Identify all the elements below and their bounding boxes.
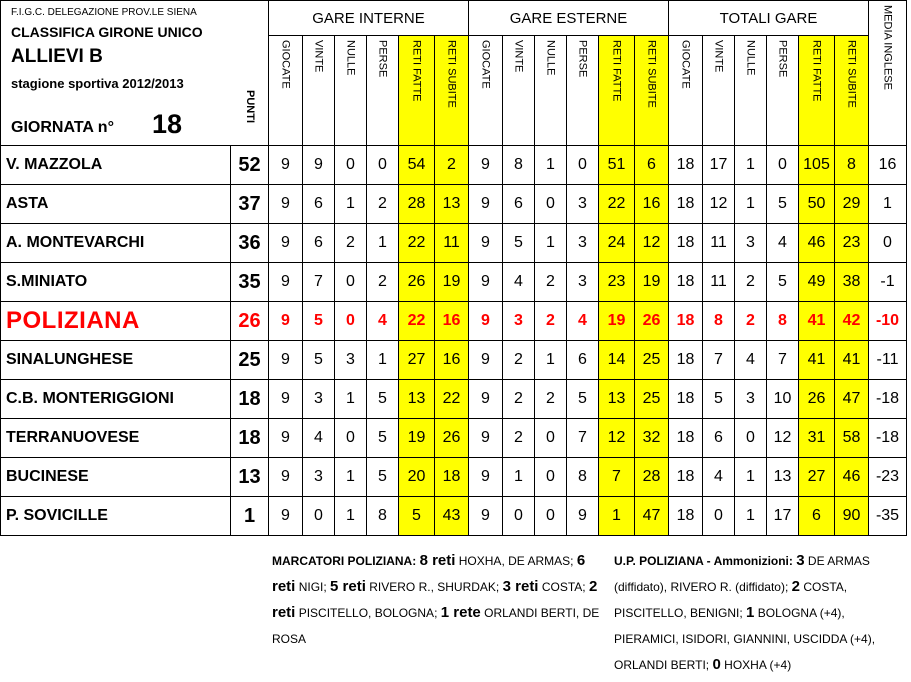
away-vinte: 8	[503, 146, 535, 185]
home-vinte: 9	[303, 146, 335, 185]
table-row	[1, 263, 907, 302]
col-total-vinte: VINTE	[703, 36, 735, 146]
away-giocate: 9	[469, 380, 503, 419]
total-vinte: 6	[703, 419, 735, 458]
home-reti-subite: 18	[435, 458, 469, 497]
team-points: 1	[231, 497, 269, 536]
away-perse: 3	[567, 224, 599, 263]
home-reti-subite: 16	[435, 302, 469, 341]
home-reti-fatte: 5	[399, 497, 435, 536]
away-giocate: 9	[469, 302, 503, 341]
total-perse: 17	[767, 497, 799, 536]
marcatori-goals: 5 reti	[330, 578, 366, 595]
away-reti-subite: 25	[635, 380, 669, 419]
team-points: 18	[231, 380, 269, 419]
home-vinte: 5	[303, 341, 335, 380]
total-reti-fatte: 31	[799, 419, 835, 458]
away-perse: 3	[567, 185, 599, 224]
total-nulle: 1	[735, 185, 767, 224]
away-giocate: 9	[469, 341, 503, 380]
away-reti-subite: 32	[635, 419, 669, 458]
home-vinte: 5	[303, 302, 335, 341]
home-nulle: 1	[335, 185, 367, 224]
home-giocate: 9	[269, 458, 303, 497]
away-perse: 0	[567, 146, 599, 185]
col-total-reti-subite: RETI SUBITE	[835, 36, 869, 146]
total-reti-subite: 47	[835, 380, 869, 419]
table-row	[1, 185, 907, 224]
total-nulle: 3	[735, 224, 767, 263]
away-vinte: 6	[503, 185, 535, 224]
ammonizioni-count: 1	[746, 604, 755, 621]
home-giocate: 9	[269, 302, 303, 341]
total-reti-fatte: 41	[799, 341, 835, 380]
away-perse: 9	[567, 497, 599, 536]
home-perse: 0	[367, 146, 399, 185]
total-reti-fatte: 50	[799, 185, 835, 224]
ammonizioni-count: 3	[796, 552, 805, 569]
total-reti-fatte: 6	[799, 497, 835, 536]
away-vinte: 2	[503, 419, 535, 458]
total-reti-fatte: 26	[799, 380, 835, 419]
away-reti-subite: 47	[635, 497, 669, 536]
total-giocate: 18	[669, 146, 703, 185]
away-nulle: 0	[535, 419, 567, 458]
media-inglese: 0	[869, 224, 907, 263]
away-perse: 3	[567, 263, 599, 302]
team-name: P. SOVICILLE	[1, 497, 231, 536]
table-row	[1, 224, 907, 263]
away-vinte: 1	[503, 458, 535, 497]
team-name: V. MAZZOLA	[1, 146, 231, 185]
total-nulle: 1	[735, 458, 767, 497]
home-reti-subite: 22	[435, 380, 469, 419]
col-total-reti-fatte: RETI FATTE	[799, 36, 835, 146]
total-giocate: 18	[669, 263, 703, 302]
marcatori-block	[272, 548, 602, 652]
total-vinte: 0	[703, 497, 735, 536]
away-nulle: 2	[535, 302, 567, 341]
home-perse: 2	[367, 185, 399, 224]
home-giocate: 9	[269, 380, 303, 419]
total-nulle: 1	[735, 146, 767, 185]
away-reti-fatte: 51	[599, 146, 635, 185]
team-points: 35	[231, 263, 269, 302]
away-reti-fatte: 19	[599, 302, 635, 341]
away-reti-subite: 12	[635, 224, 669, 263]
away-perse: 7	[567, 419, 599, 458]
team-points: 13	[231, 458, 269, 497]
total-giocate: 18	[669, 185, 703, 224]
away-giocate: 9	[469, 419, 503, 458]
ammonizioni-label: U.P. POLIZIANA - Ammonizioni:	[614, 554, 793, 568]
away-reti-fatte: 24	[599, 224, 635, 263]
team-name: A. MONTEVARCHI	[1, 224, 231, 263]
away-vinte: 5	[503, 224, 535, 263]
col-away-giocate: GIOCATE	[469, 36, 503, 146]
away-nulle: 2	[535, 263, 567, 302]
col-away-reti-subite: RETI SUBITE	[635, 36, 669, 146]
ammonizioni-names: HOXHA (+4)	[724, 658, 792, 672]
marcatori-label: MARCATORI POLIZIANA:	[272, 554, 417, 568]
media-inglese: -18	[869, 380, 907, 419]
marcatori-goals: 6 reti	[272, 552, 586, 595]
home-nulle: 1	[335, 458, 367, 497]
marcatori-names: ORLANDI BERTI, DE ROSA	[272, 606, 600, 646]
away-vinte: 2	[503, 380, 535, 419]
home-reti-fatte: 27	[399, 341, 435, 380]
away-nulle: 1	[535, 146, 567, 185]
away-reti-fatte: 23	[599, 263, 635, 302]
col-total-giocate: GIOCATE	[669, 36, 703, 146]
home-vinte: 0	[303, 497, 335, 536]
team-name: SINALUNGHESE	[1, 341, 231, 380]
marcatori-names: RIVERO R., SHURDAK;	[369, 580, 500, 594]
home-giocate: 9	[269, 146, 303, 185]
total-giocate: 18	[669, 497, 703, 536]
total-reti-subite: 38	[835, 263, 869, 302]
media-inglese: -35	[869, 497, 907, 536]
col-home-giocate: GIOCATE	[269, 36, 303, 146]
total-reti-subite: 8	[835, 146, 869, 185]
total-perse: 8	[767, 302, 799, 341]
away-perse: 8	[567, 458, 599, 497]
home-nulle: 0	[335, 419, 367, 458]
team-name: C.B. MONTERIGGIONI	[1, 380, 231, 419]
home-nulle: 0	[335, 146, 367, 185]
away-giocate: 9	[469, 146, 503, 185]
table-row	[1, 419, 907, 458]
home-nulle: 0	[335, 263, 367, 302]
team-name: POLIZIANA	[1, 302, 231, 341]
total-giocate: 18	[669, 419, 703, 458]
home-perse: 1	[367, 224, 399, 263]
away-reti-subite: 16	[635, 185, 669, 224]
total-nulle: 4	[735, 341, 767, 380]
total-reti-subite: 58	[835, 419, 869, 458]
home-reti-fatte: 22	[399, 224, 435, 263]
home-reti-subite: 43	[435, 497, 469, 536]
total-giocate: 18	[669, 380, 703, 419]
group-total: TOTALI GARE	[669, 1, 869, 36]
away-perse: 4	[567, 302, 599, 341]
ammonizioni-list	[614, 554, 875, 672]
col-home-vinte: VINTE	[303, 36, 335, 146]
total-perse: 10	[767, 380, 799, 419]
away-nulle: 2	[535, 380, 567, 419]
team-name: ASTA	[1, 185, 231, 224]
marcatori-goals: 3 reti	[502, 578, 539, 595]
away-reti-fatte: 13	[599, 380, 635, 419]
away-giocate: 9	[469, 185, 503, 224]
col-home-reti-fatte: RETI FATTE	[399, 36, 435, 146]
team-points: 26	[231, 302, 269, 341]
total-perse: 4	[767, 224, 799, 263]
home-vinte: 3	[303, 380, 335, 419]
total-perse: 7	[767, 341, 799, 380]
home-reti-fatte: 28	[399, 185, 435, 224]
classifica-title: CLASSIFICA GIRONE UNICO	[11, 24, 203, 40]
total-perse: 12	[767, 419, 799, 458]
total-perse: 5	[767, 185, 799, 224]
ammonizioni-count: 2	[791, 578, 800, 595]
total-reti-fatte: 41	[799, 302, 835, 341]
home-reti-fatte: 26	[399, 263, 435, 302]
away-vinte: 4	[503, 263, 535, 302]
away-reti-subite: 26	[635, 302, 669, 341]
home-reti-subite: 16	[435, 341, 469, 380]
home-reti-subite: 13	[435, 185, 469, 224]
total-reti-subite: 42	[835, 302, 869, 341]
marcatori-goals: 1 rete	[440, 604, 481, 621]
col-home-perse: PERSE	[367, 36, 399, 146]
away-perse: 6	[567, 341, 599, 380]
home-vinte: 4	[303, 419, 335, 458]
home-perse: 5	[367, 419, 399, 458]
ammonizioni-names: DE ARMAS (diffidato), RIVERO R. (diffidato);	[614, 554, 870, 594]
marcatori-names: PISCITELLO, BOLOGNA;	[298, 606, 438, 620]
total-perse: 13	[767, 458, 799, 497]
home-nulle: 0	[335, 302, 367, 341]
total-reti-subite: 23	[835, 224, 869, 263]
media-inglese: -23	[869, 458, 907, 497]
total-vinte: 4	[703, 458, 735, 497]
total-vinte: 11	[703, 263, 735, 302]
away-vinte: 0	[503, 497, 535, 536]
away-giocate: 9	[469, 224, 503, 263]
ammonizioni-names: COSTA, PISCITELLO, BENIGNI;	[614, 580, 848, 620]
team-points: 25	[231, 341, 269, 380]
away-giocate: 9	[469, 263, 503, 302]
giornata-number: 18	[152, 109, 183, 139]
col-away-nulle: NULLE	[535, 36, 567, 146]
home-vinte: 6	[303, 224, 335, 263]
home-perse: 5	[367, 458, 399, 497]
media-inglese: -11	[869, 341, 907, 380]
away-vinte: 3	[503, 302, 535, 341]
home-nulle: 1	[335, 497, 367, 536]
away-nulle: 1	[535, 341, 567, 380]
federation-label: F.I.G.C. DELEGAZIONE PROV.LE SIENA	[11, 7, 197, 18]
total-giocate: 18	[669, 341, 703, 380]
col-away-vinte: VINTE	[503, 36, 535, 146]
away-reti-fatte: 12	[599, 419, 635, 458]
home-perse: 5	[367, 380, 399, 419]
away-nulle: 0	[535, 458, 567, 497]
home-reti-fatte: 13	[399, 380, 435, 419]
home-nulle: 1	[335, 380, 367, 419]
media-inglese: 16	[869, 146, 907, 185]
total-reti-subite: 41	[835, 341, 869, 380]
team-name: S.MINIATO	[1, 263, 231, 302]
home-vinte: 7	[303, 263, 335, 302]
category-title: ALLIEVI B	[11, 46, 103, 67]
away-giocate: 9	[469, 458, 503, 497]
home-giocate: 9	[269, 341, 303, 380]
total-nulle: 3	[735, 380, 767, 419]
total-reti-fatte: 105	[799, 146, 835, 185]
marcatori-names: NIGI;	[298, 580, 327, 594]
home-giocate: 9	[269, 185, 303, 224]
home-vinte: 3	[303, 458, 335, 497]
away-vinte: 2	[503, 341, 535, 380]
group-away: GARE ESTERNE	[469, 1, 669, 36]
col-punti: PUNTI	[244, 90, 256, 123]
total-giocate: 18	[669, 302, 703, 341]
col-media-inglese: MEDIA INGLESE	[869, 1, 907, 146]
total-reti-fatte: 27	[799, 458, 835, 497]
marcatori-names: COSTA;	[541, 580, 586, 594]
total-giocate: 18	[669, 458, 703, 497]
total-reti-subite: 29	[835, 185, 869, 224]
home-giocate: 9	[269, 263, 303, 302]
away-perse: 5	[567, 380, 599, 419]
away-reti-fatte: 7	[599, 458, 635, 497]
col-home-reti-subite: RETI SUBITE	[435, 36, 469, 146]
ammonizioni-count: 0	[712, 656, 721, 673]
home-reti-subite: 26	[435, 419, 469, 458]
total-reti-subite: 46	[835, 458, 869, 497]
home-giocate: 9	[269, 419, 303, 458]
home-reti-subite: 19	[435, 263, 469, 302]
media-inglese: -1	[869, 263, 907, 302]
total-vinte: 5	[703, 380, 735, 419]
home-perse: 2	[367, 263, 399, 302]
total-giocate: 18	[669, 224, 703, 263]
team-name: TERRANUOVESE	[1, 419, 231, 458]
team-points: 52	[231, 146, 269, 185]
giornata-label: GIORNATA n°	[11, 119, 114, 136]
total-vinte: 8	[703, 302, 735, 341]
team-points: 18	[231, 419, 269, 458]
home-giocate: 9	[269, 224, 303, 263]
table-row	[1, 458, 907, 497]
away-reti-fatte: 14	[599, 341, 635, 380]
header-info	[1, 1, 269, 146]
home-reti-fatte: 20	[399, 458, 435, 497]
home-nulle: 2	[335, 224, 367, 263]
media-inglese: -18	[869, 419, 907, 458]
total-perse: 5	[767, 263, 799, 302]
col-total-nulle: NULLE	[735, 36, 767, 146]
total-vinte: 7	[703, 341, 735, 380]
away-nulle: 1	[535, 224, 567, 263]
total-vinte: 17	[703, 146, 735, 185]
total-vinte: 11	[703, 224, 735, 263]
away-nulle: 0	[535, 185, 567, 224]
away-giocate: 9	[469, 497, 503, 536]
away-reti-fatte: 22	[599, 185, 635, 224]
total-nulle: 1	[735, 497, 767, 536]
table-row	[1, 146, 907, 185]
home-vinte: 6	[303, 185, 335, 224]
home-reti-fatte: 54	[399, 146, 435, 185]
col-away-perse: PERSE	[567, 36, 599, 146]
home-reti-fatte: 19	[399, 419, 435, 458]
table-row	[1, 302, 907, 341]
media-inglese: -10	[869, 302, 907, 341]
team-points: 37	[231, 185, 269, 224]
media-inglese: 1	[869, 185, 907, 224]
ammonizioni-block	[614, 548, 906, 678]
col-home-nulle: NULLE	[335, 36, 367, 146]
away-reti-subite: 19	[635, 263, 669, 302]
away-reti-subite: 28	[635, 458, 669, 497]
away-nulle: 0	[535, 497, 567, 536]
total-reti-fatte: 46	[799, 224, 835, 263]
home-perse: 8	[367, 497, 399, 536]
total-nulle: 0	[735, 419, 767, 458]
home-nulle: 3	[335, 341, 367, 380]
total-nulle: 2	[735, 302, 767, 341]
marcatori-goals: 8 reti	[419, 552, 456, 569]
team-points: 36	[231, 224, 269, 263]
away-reti-fatte: 1	[599, 497, 635, 536]
total-perse: 0	[767, 146, 799, 185]
table-row	[1, 497, 907, 536]
total-reti-fatte: 49	[799, 263, 835, 302]
away-reti-subite: 6	[635, 146, 669, 185]
col-away-reti-fatte: RETI FATTE	[599, 36, 635, 146]
table-row	[1, 341, 907, 380]
home-giocate: 9	[269, 497, 303, 536]
team-name: BUCINESE	[1, 458, 231, 497]
marcatori-names: HOXHA, DE ARMAS;	[458, 554, 574, 568]
total-vinte: 12	[703, 185, 735, 224]
marcatori-goals: 2 reti	[272, 578, 598, 621]
home-reti-fatte: 22	[399, 302, 435, 341]
home-perse: 4	[367, 302, 399, 341]
col-total-perse: PERSE	[767, 36, 799, 146]
ammonizioni-names: BOLOGNA (+4), PIERAMICI, ISIDORI, GIANNINI, USCIDDA (+4), ORLANDI BERTI;	[614, 606, 876, 672]
away-reti-subite: 25	[635, 341, 669, 380]
season-label: stagione sportiva 2012/2013	[11, 76, 184, 91]
home-reti-subite: 11	[435, 224, 469, 263]
table-row	[1, 380, 907, 419]
total-reti-subite: 90	[835, 497, 869, 536]
home-perse: 1	[367, 341, 399, 380]
group-home: GARE INTERNE	[269, 1, 469, 36]
home-reti-subite: 2	[435, 146, 469, 185]
total-nulle: 2	[735, 263, 767, 302]
